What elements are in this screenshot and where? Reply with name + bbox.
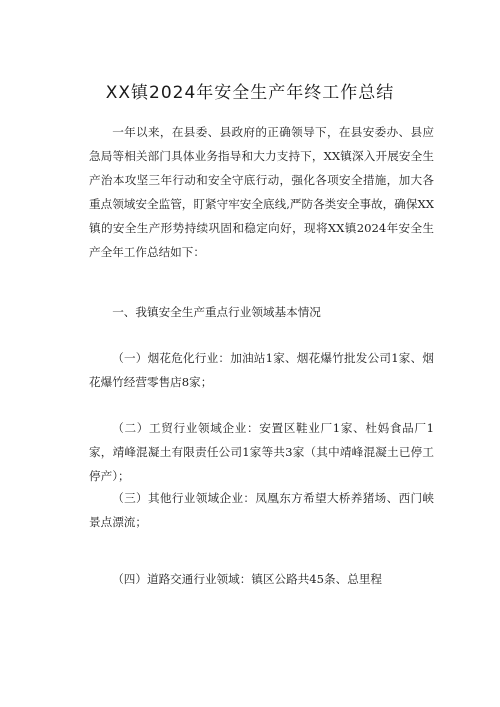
intro-paragraph: 一年以来，在县委、县政府的正确领导下，在县安委办、县应急局等相关部门具体业务指导和大力支持下，XX镇深入开展安全生产治本攻坚三年行动和安全守底行动，强化各项安全措施，加大各重点领域安全监管，盯紧守牢安全底线,严防各类安全事故，确保XX镇的安全生产形势持续巩固和稳定向好，现将XX镇2024年安全生产全年工作总结如下： — [89, 125, 434, 259]
subsection-paragraph: （四）道路交通行业领域：镇区公路共45条、总里程 — [112, 572, 383, 586]
subsection-paragraph: （二）工贸行业领域企业：安置区鞋业厂1家、杜妈食品厂1家，靖峰混凝土有限责任公司1家等共3家（其中靖峰混凝土已停工停产）； — [89, 421, 434, 483]
section-heading: 一、我镇安全生产重点行业领域基本情况 — [112, 305, 321, 319]
subsection-paragraph: （三）其他行业领域企业：凤凰东方希望大桥养猪场、西门峡景点漂流； — [89, 491, 434, 529]
document-title: XX镇2024年安全生产年终工作总结 — [105, 83, 395, 103]
subsection-paragraph: （一）烟花危化行业：加油站1家、烟花爆竹批发公司1家、烟花爆竹经营零售店8家； — [89, 351, 434, 389]
